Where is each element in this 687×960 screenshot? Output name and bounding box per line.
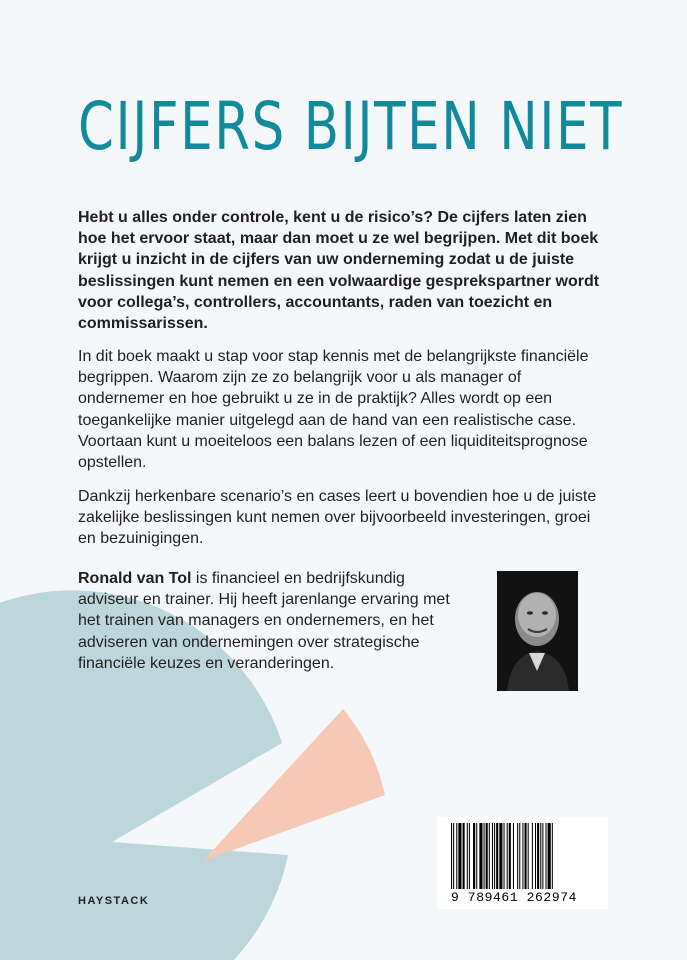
intro-paragraph: Hebt u alles onder controle, kent u de risico’s? De cijfers laten zien hoe het ervoor staat, maar dan moet u ze wel begrijpen. Met dit boek krijgt u inzicht in de cijfers van uw onderneming zodat u de juiste beslissingen kunt nemen en een volwaardige gesprekspartner wordt voor collega’s, controllers, accountants, raden van toezicht en commissarissen. xyxy=(78,209,600,333)
publisher-logo: HAYSTACK xyxy=(78,895,150,907)
body-paragraph-2: In dit boek maakt u stap voor stap kennis met de belangrijkste financiële begrippen. Waarom zijn ze zo belangrijk voor u als manager of ondernemer en hoe gebruikt u ze in de praktijk? Alles wordt op een toegankelijke manier uitgelegd aan de hand van een realistische case. Voortaan kunt u moeiteloos een balans lezen of een liquiditeitsprognose opstellen. xyxy=(78,348,589,472)
book-title: CIJFERS BIJTEN NIET xyxy=(78,88,624,165)
author-photo xyxy=(497,571,578,691)
author-portrait-icon xyxy=(497,571,578,691)
body-paragraph-3: Dankzij herkenbare scenario’s en cases leert u bovendien hoe u de juiste zakelijke beslissingen kunt nemen over bijvoorbeeld investeringen, groei en bezuinigingen. xyxy=(78,488,597,548)
author-bio-text: is financieel en bedrijfskundig adviseur en trainer. Hij heeft jarenlange ervaring met het trainen van managers en ondernemers, en het adviseren van ondernemingen over strategische financiële keuzes en veranderingen. xyxy=(78,570,450,672)
author-name: Ronald van Tol xyxy=(78,570,192,587)
author-bio xyxy=(78,568,463,674)
isbn-digits: 9 789461 262974 xyxy=(451,890,578,905)
